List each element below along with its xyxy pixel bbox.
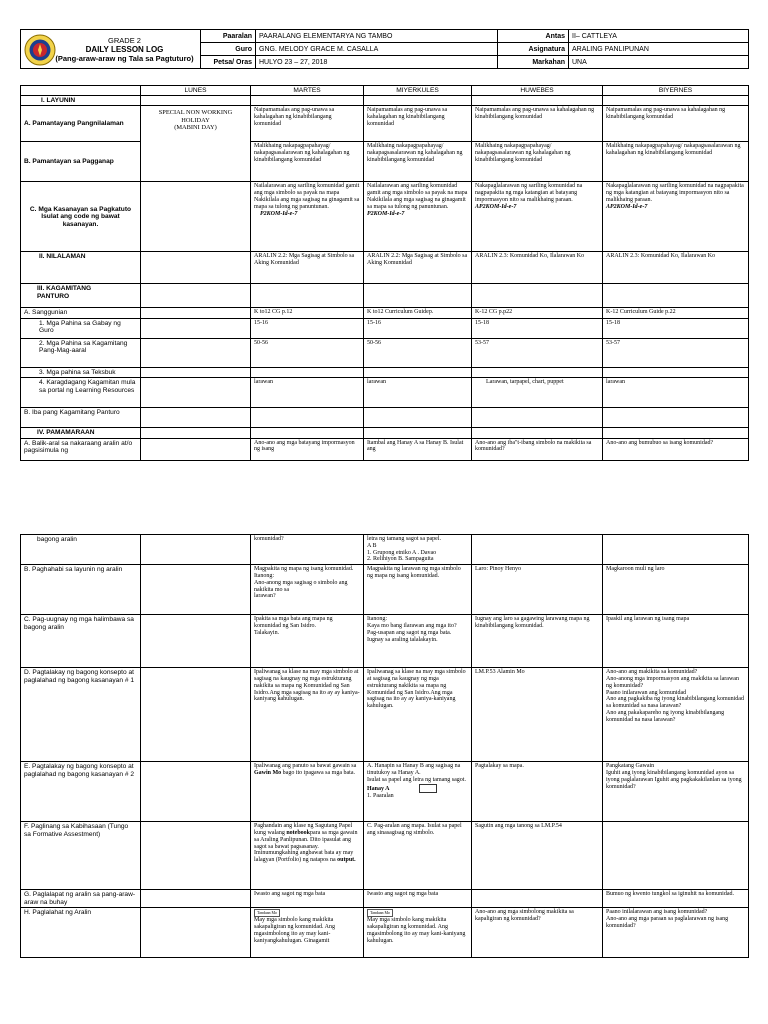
gabay-huwebes: 15-18 [472,318,603,338]
row-label-balik-aral: A. Balik-aral sa nakaraang aralin at/o pagsisimula ng [21,438,141,460]
d-martes: Ipaliwanag sa klase na may mga simbolo at sagisag na kaugnay ng mga estrukturang nakikita sa mapa ng Komunidad ng San Isidro.Ang mga sagisag na ito ay ay kaniya-kaniyang kahulugan. [251,668,364,762]
r0-miyerkules: letra ng tamang sagot sa papel. A B 1. Grupong etniko A . Davao 2. Relihiyon B. Sampaguita [364,535,472,565]
header-table [20,29,749,69]
a-martes: Naipamamalas ang pag-unawa sa kahalagahan ng kinabibilangang komunidad [251,106,364,142]
karagdagan-miyerkules: larawan [364,378,472,408]
gabay-martes: 15-16 [251,318,364,338]
balik-martes: Ano-ano ang mga batayang impormasyon ng isang [251,438,364,460]
nil-miyerkules: ARALIN 2.2: Mga Sagisag at Simbolo sa Aking Komunidad [364,252,472,284]
d-miyerkules: Ipaliwanag sa klase na may mga simbolo at sagisag na kaugnay ng mga estrukturang nakikita sa mapa ng Komunidad ng San Isidro.Ang mga sagisag na ito ay ay kaniya-kaniyang kahulugan. [364,668,472,762]
sang-biyernes: K-12 Curriculum Guide p.22 [603,308,749,318]
row-label-pamamaraan: IV. PAMAMARAAN [21,428,141,438]
hanay-table-icon [419,784,437,793]
day-miyerkules: MIYERKULES [364,86,472,96]
row-label-iba-pang: B. Iba pang Kagamitang Panturo [21,408,141,428]
guro-label: Guro [201,43,256,56]
row-label-kagamitan: III. KAGAMITANG PANTURO [21,284,141,308]
pangmag-biyernes: 53-57 [603,338,749,367]
c-biyernes [603,182,749,252]
b-miyerkules: Malikhaing nakapagpapahayag/ nakapagsasalarawan ng kahalagahan ng kinabibilangang komunidad [364,142,472,182]
day-header-row [21,86,749,96]
b2-biyernes: Magkaroon muli ng laro [603,565,749,615]
c2-biyernes: Ipaskil ang larawan ng isang mapa [603,615,749,668]
g-miyerkules: Iwasto ang sagot ng mga bata [364,890,472,908]
e-miyerkules-hanay: Hanay A [367,785,390,792]
balik-huwebes: Ano-ano ang iba"t-ibang simbolo na makikita sa komunidad? [472,438,603,460]
h-martes-text: May mga simbolo kang makikita sakapaligiran ng komunidad. Ang mgasimbolong ito ay may kani-kaniyangkahulugan. Ginagamit [254,917,335,944]
e-miyerkules-tail: 1. Paaralan [367,792,394,799]
c-huwebes [472,182,603,252]
sang-miyerkules: K to12 Curriculum Guidep. [364,308,472,318]
row-label-bagong-aralin: bagong aralin [21,535,141,565]
b2-martes: Magpakita ng mapa ng isang komunidad. Itanong: Ano-anong mga sagisag o simbolo ang nakikita mo sa larawan? [251,565,364,615]
day-lunes: LUNES [141,86,251,96]
nil-biyernes: ARALIN 2.3: Komunidad Ko, Ilalarawan Ko [603,252,749,284]
f-miyerkules: C. Pag-aralan ang mapa. Isulat sa papel ang sinasagisag ng simbolo. [364,822,472,890]
row-label-paghahabi: B. Paghahabi sa layunin ng aralin [21,565,141,615]
title-cell [21,30,201,69]
c-miyerkules [364,182,472,252]
f-martes-text-1: Paghandain ang klase ng Sagutang Papel kung walang [254,823,353,836]
tandaan-mo-badge: Tandaan Mo [254,909,280,917]
asignatura-value: ARALING PANLIPUNAN [569,43,749,56]
tandaan-mo-badge-2: Tandaan Mo [367,909,393,917]
c-huwebes-text: Nakapaglalarawan ng sariling komunidad na nagpapakita ng mga katangian at batayang impormasyon nito sa malikhaing paraan. [475,183,583,203]
asignatura-label: Asignatura [498,43,569,56]
day-biyernes: BIYERNES [603,86,749,96]
e-miyerkules-text: A. Hanapin sa Hanay B ang sagisag na tinutukoy sa Hanay A. Isulat sa papel ang letra ng tamang sagot. [367,763,466,783]
row-label-b: B. Pamantayan sa Pagganap [21,142,141,182]
c2-miyerkules: Itanong: Kaya mo bang ilarawan ang mga ito? Pag-usapan ang sagot ng mga bata. Iugnay sa araling talalakayin. [364,615,472,668]
e-huwebes: Pagtalakay sa mapa. [472,762,603,822]
layunin-heading: I. LAYUNIN [21,96,141,106]
c-martes-text: Nailalarawan ang sariling komunidad gamit ang mga simbolo sa payak na mapa Nakikilala ang mga sagisag na ginagamit sa mapa sa tulong ng panuntunan. [254,183,360,210]
sang-huwebes: K-12 CG p.p22 [472,308,603,318]
row-label-teksbuk: 3. Mga pahina sa Teksbuk [21,367,141,377]
balik-biyernes: Ano-ano ang bumubuo sa isang komunidad? [603,438,749,460]
karagdagan-martes: larawan [251,378,364,408]
row-label-kagamitang-pangmag: 2. Mga Pahina sa Kagamitang Pang-Mag-aaral [21,338,141,367]
c-miyerkules-code: P2KOM-Id-e-7 [367,210,405,217]
doc-title: DAILY LESSON LOG [85,44,164,54]
b2-huwebes: Laro: Pinoy Henyo [472,565,603,615]
row-label-pagtalakay-1: D. Pagtalakay ng bagong konsepto at paglalahad ng bagong kasanayan # 1 [21,668,141,762]
sang-martes: K to12 CG p.12 [251,308,364,318]
f-martes-bold: notebook [286,829,310,836]
row-label-a: A. Pamantayang Pangnilalaman [21,106,141,142]
pangmag-martes: 50-56 [251,338,364,367]
markahan-label: Markahan [498,56,569,69]
petsa-label: Petsa/ Oras [201,56,256,69]
row-label-pag-uugnay: C. Pag-uugnay ng mga halimbawa sa bagong aralin [21,615,141,668]
c2-huwebes: Iugnay ang laro sa gagawing larawang mapa ng kinabibilangang komunidad. [472,615,603,668]
c2-martes: Ipakita sa mga bata ang mapa ng komunidad ng San Isidro. Talakayin. [251,615,364,668]
c-martes-code: P2KOM-Id-e-7 [260,210,298,217]
b-huwebes: Malikhaing nakapagpapahayag/ nakapagsasalarawan ng kahalagahan ng kinabibilangang komunidad [472,142,603,182]
paaralan-value: PAARALANG ELEMENTARYA NG TAMBO [256,30,498,43]
c-martes [251,182,364,252]
e-martes [251,762,364,822]
balik-miyerkules: Itambal ang Hanay A sa Hanay B. Isulat ang [364,438,472,460]
pangmag-miyerkules: 50-56 [364,338,472,367]
e-martes-text-2: bago ito ipagawa sa mga bata. [281,769,355,776]
karagdagan-biyernes: larawan [603,378,749,408]
e-martes-bold: Gawin Mo [254,769,282,776]
nil-martes: ARALIN 2.2: Mga Sagisag at Simbolo sa Aking Komunidad [251,252,364,284]
day-martes: MARTES [251,86,364,96]
row-label-nilalaman: II. NILALAMAN [21,252,141,284]
a-miyerkules: Naipamamalas ang pag-unawa sa kahalagahan ng kinabibilangang komunidad [364,106,472,142]
h-miyerkules [364,908,472,958]
f-martes-bold-2: output. [337,857,356,864]
g-martes: Iwasto ang sagot ng mga bata [251,890,364,908]
b2-miyerkules: Magpakita ng larawan ng mga simbolo ng mapa ng isang komunidad. [364,565,472,615]
h-biyernes: Paano inilalarawan ang isang komunidad? Ano-ano ang mga paraan sa paglalarawan ng isang komunidad? [603,908,749,958]
e-biyernes: Pangkatang Gawain Iguhit ang iyong kinabibilangang komunidad ayon sa iyong paglalarawan Iguhit ang pagkakakilanlan sa iyong komunidad? [603,762,749,822]
a-huwebes: Naipamamalas ang pag-unawa sa kahalagahan ng kinabibilangang komunidad [472,106,603,142]
row-label-paglalapat: G. Paglalapat ng aralin sa pang-araw-araw na buhay [21,890,141,908]
f-martes [251,822,364,890]
c-biyernes-code: AP2KOM-Id-e-7 [606,203,648,210]
grade-label: GRADE 2 [108,35,141,45]
r0-martes: komunidad? [251,535,364,565]
e-miyerkules [364,762,472,822]
blank-header [21,86,141,96]
d-huwebes: LM.P.53 Alamin Mo [472,668,603,762]
markahan-value: UNA [569,56,749,69]
petsa-value: HULYO 23 – 27, 2018 [256,56,498,69]
lunes-holiday: SPECIAL NON WORKING HOLIDAY (MABINI DAY) [141,106,251,182]
antas-value: II– CATTLEYA [569,30,749,43]
e-martes-text-1: Ipaliwanag ang panuto sa bawat gawain sa [254,763,357,770]
row-label-paglalahat: H. Paglalahat ng Aralin [21,908,141,958]
row-label-paglinang: F. Paglinang sa Kabihasaan (Tungo sa Formative Assestment) [21,822,141,890]
gabay-miyerkules: 15-16 [364,318,472,338]
deped-seal-icon [24,34,56,66]
c-biyernes-text: Nakapaglalarawan ng sariling komunidad na nagpapakita ng mga katangian at batayang impormasyon nito sa malikhaing paraan. [606,183,744,203]
pangmag-huwebes: 53-57 [472,338,603,367]
day-huwebes: HUWEBES [472,86,603,96]
d-biyernes: Ano-ano ang makikita sa komunidad? Ano-anong mga impormasyon ang makikita sa larawan ng komunidad? Paano inilarawan ang komunidad Ano ang pagkakiba ng iyong kinabibilangang komunidad sa komunidad sa nasa larawan? Ano ang pakakapareho ng iyong kinabibilangang komunidad na nasa larawan? [603,668,749,762]
b-biyernes: Malikhaing nakapagpapahayag/ nakapagsasalarawan ng kahalagahan ng kinabibilangang komunidad [603,142,749,182]
g-biyernes: Bumuo ng kwento tungkol sa iginuhit na komunidad. [603,890,749,908]
gabay-biyernes: 15-18 [603,318,749,338]
b-martes: Malikhaing nakapagpapahayag/ nakapagsasalarawan ng kahalagahan ng kinabibilangang komunidad [251,142,364,182]
nil-huwebes: ARALIN 2.3: Komunidad Ko, Ilalarawan Ko [472,252,603,284]
row-label-karagdagan: 4. Karagdagang Kagamitan mula sa portal ng Learning Resources [21,378,141,408]
f-martes-text-2: para sa mga gawain sa Araling Panlipunan. Dito ipasulat ang sagot sa bawat pagsasanay. Iminumungkahing angbawat bata ay may lalagyan (Portfolio) ng natapos na [254,829,358,864]
row-label-pagtalakay-2: E. Pagtalakay ng bagong konsepto at paglalahad ng bagong kasanayan # 2 [21,762,141,822]
a-biyernes: Naipamamalas ang pag-unawa sa kahalagahan ng kinabibilangang komunidad [603,106,749,142]
row-label-c: C. Mga Kasanayan sa Pagkatuto Isulat ang code ng bawat kasanayan. [21,182,141,252]
h-miyerkules-text: May mga simbolo kang makikita sakapaligiran ng komunidad. Ang mgasimbolong ito ay may kani-kaniyang kahulugan. [367,917,466,944]
karagdagan-huwebes: Larawan, tarpapel, chart, puppet [472,378,603,408]
c-miyerkules-text: Nailalarawan ang sariling komunidad gamit ang mga simbolo sa payak na mapa Nakikilala ang mga sagisag na ginagamit sa mapa sa tulong ng panuntunan. [367,183,468,210]
f-huwebes: Sagutin ang mga tanong sa LM.P.54 [472,822,603,890]
row-label-gabay: 1. Mga Pahina sa Gabay ng Guro [21,318,141,338]
c-huwebes-code: AP2KOM-Id-e-7 [475,203,517,210]
guro-value: GNG. MELODY GRACE M. CASALLA [256,43,498,56]
lesson-table-page-1 [20,85,749,461]
h-martes [251,908,364,958]
lesson-table-page-2 [20,534,749,958]
paaralan-label: Paaralan [201,30,256,43]
antas-label: Antas [498,30,569,43]
h-huwebes: Ano-ano ang mga simbolong makikita sa kapaligiran ng komunidad? [472,908,603,958]
doc-subtitle: (Pang-araw-araw ng Tala sa Pagtuturo) [55,53,194,63]
row-label-sanggunian: A. Sanggunian [21,308,141,318]
